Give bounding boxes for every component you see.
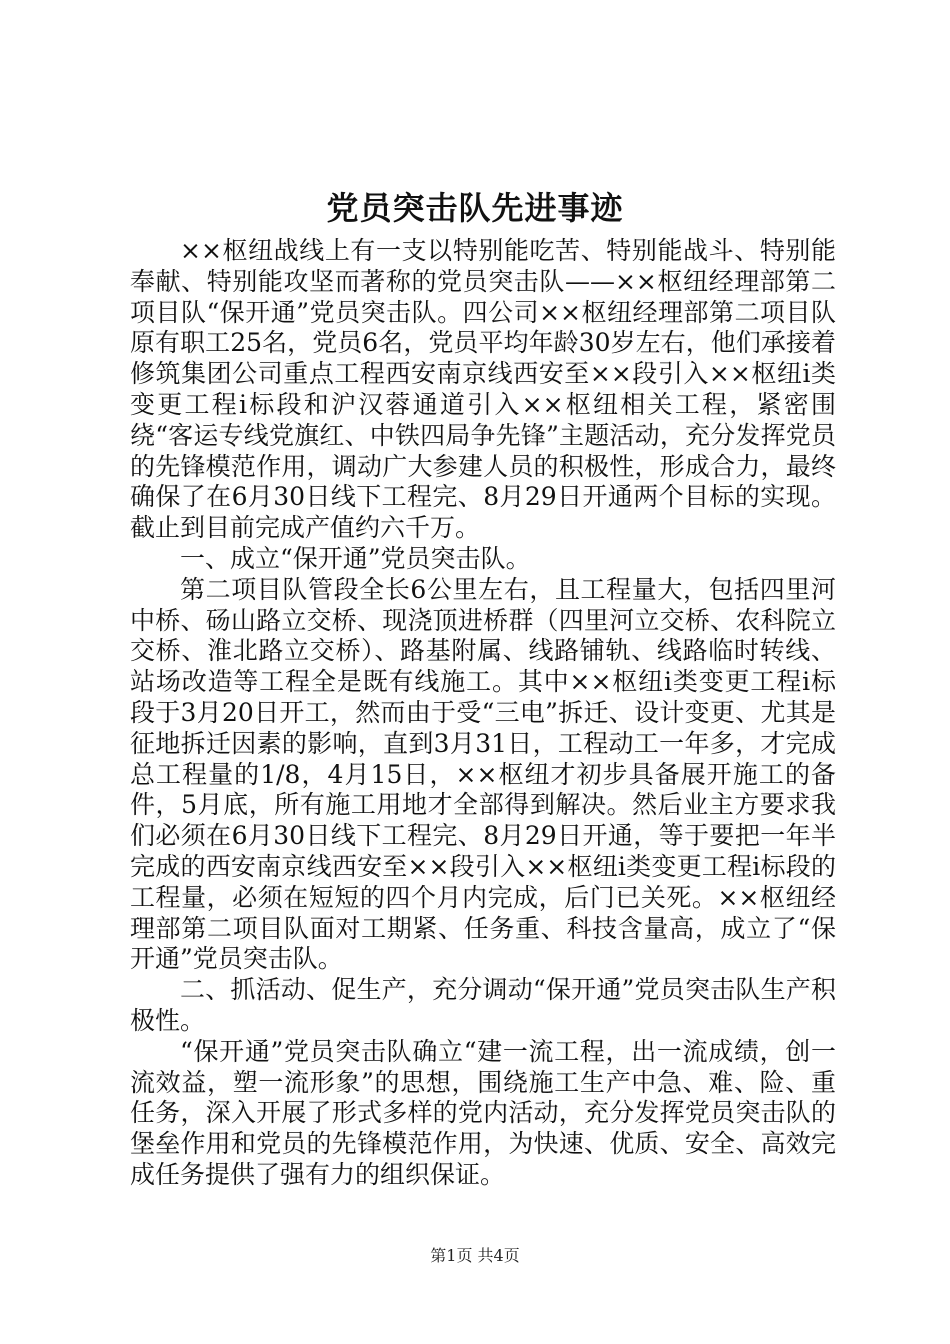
document-body bbox=[130, 236, 836, 1191]
paragraph-section-2: “保开通”党员突击队确立“建一流工程，出一流成绩，创一流效益，塑一流形象”的思想，围绕施工生产中急、难、险、重任务，深入开展了形式多样的党内活动，充分发挥党员突击队的堡垒作用和党员的先锋模范作用，为快速、优质、安全、高效完成任务提供了强有力的组织保证。 bbox=[130, 1036, 836, 1189]
page-number-footer: 第1页 共4页 bbox=[430, 1246, 520, 1265]
section-heading-1: 一、成立“保开通”党员突击队。 bbox=[180, 543, 531, 573]
section-heading-2: 二、抓活动、促生产，充分调动“保开通”党员突击队生产积极性。 bbox=[130, 975, 836, 1035]
document-title: 党员突击队先进事迹 bbox=[326, 189, 624, 227]
paragraph-intro: ××枢纽战线上有一支以特别能吃苦、特别能战斗、特别能奉献、特别能攻坚而著称的党员突击队——××枢纽经理部第二项目队“保开通”党员突击队。四公司××枢纽经理部第二项目队原有职工25名，党员6名，党员平均年龄30岁左右，他们承接着修筑集团公司重点工程西安南京线西安至××段引入××枢纽ⅰ类变更工程ⅰ标段和沪汉蓉通道引入××枢纽相关工程，紧密围绕“客运专线党旗红、中铁四局争先锋”主题活动，充分发挥党员的先锋模范作用，调动广大参建人员的积极性，形成合力，最终确保了在6月30日线下工程完、8月29日开通两个目标的实现。截止到目前完成产值约六千万。 bbox=[130, 236, 836, 543]
paragraph-section-1: 第二项目队管段全长6公里左右，且工程量大，包括四里河中桥、砀山路立交桥、现浇顶进桥群（四里河立交桥、农科院立交桥、淮北路立交桥）、路基附属、线路铺轨、线路临时转线、站场改造等工程全是既有线施工。其中××枢纽ⅰ类变更工程ⅰ标段于3月20日开工，然而由于受“三电”拆迁、设计变更、尤其是征地拆迁因素的影响，直到3月31日，工程动工一年多，才完成总工程量的1/8，4月15日，××枢纽才初步具备展开施工的备件，5月底，所有施工用地才全部得到解决。然后业主方要求我们必须在6月30日线下工程完、8月29日开通，等于要把一年半完成的西安南京线西安至××段引入××枢纽ⅰ类变更工程ⅰ标段的工程量，必须在短短的四个月内完成，后门已关死。××枢纽经理部第二项目队面对工期紧、任务重、科技含量高，成立了“保开通”党员突击队。 bbox=[130, 574, 836, 974]
